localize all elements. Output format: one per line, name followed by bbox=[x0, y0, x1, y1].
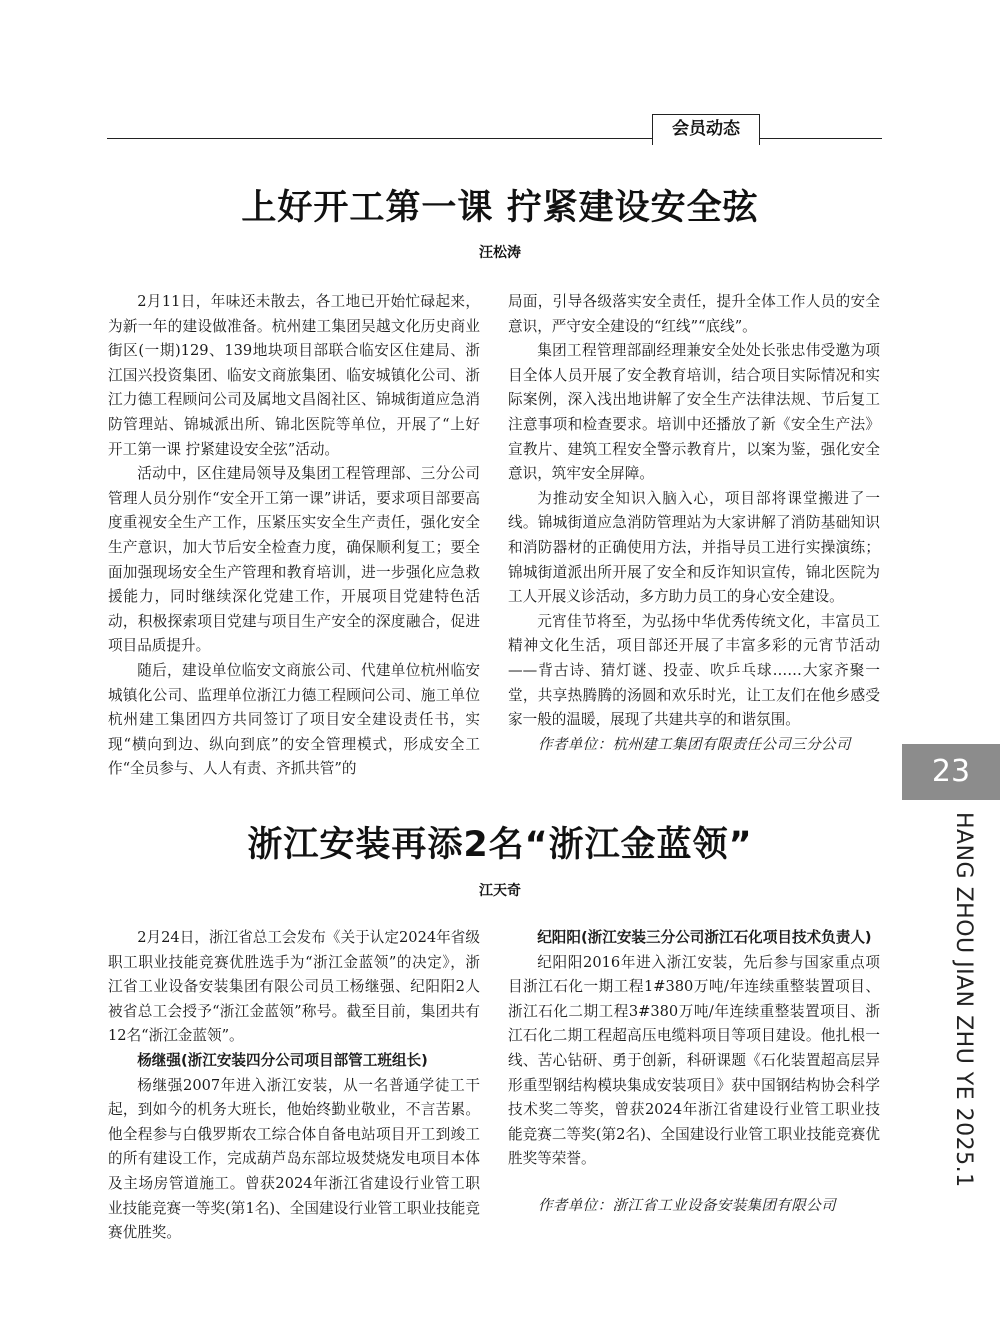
page-number: 23 bbox=[902, 744, 1000, 800]
article1-paragraph: 为推动安全知识入脑入心，项目部将课堂搬进了一线。锦城街道应急消防管理站为大家讲解了消防基础知识和消防器材的正确使用方法，并指导员工进行实操演练；锦城街道派出所开展了安全和反诈知识宣传，锦北医院为工人开展义诊活动，多方助力员工的身心安全建设。 bbox=[508, 489, 880, 606]
article1-left-column bbox=[108, 290, 480, 782]
person1-heading: 杨继强(浙江安装四分公司项目部管工班组长) bbox=[137, 1051, 428, 1069]
article2-right-column bbox=[508, 926, 880, 1219]
article1-paragraph: 集团工程管理部副经理兼安全处处长张忠伟受邀为项目全体人员开展了安全教育培训，结合项目实际情况和实际案例，深入浅出地讲解了安全生产法律法规、节后复工注意事项和检查要求。培训中还播放了新《安全生产法》宣教片、建筑工程安全警示教育片，以案为鉴，强化安全意识，筑牢安全屏障。 bbox=[508, 342, 880, 483]
article1-title: 上好开工第一课 拧紧建设安全弦 bbox=[241, 188, 759, 228]
article1-right-column bbox=[508, 290, 880, 757]
person2-text: 纪阳阳2016年进入浙江安装，先后参与国家重点项目浙江石化一期工程1#380万吨/年连续重整装置项目、浙江石化二期工程3#380万吨/年连续重整装置项目、浙江石化二期工程超高压电缆料项目等项目建设。他扎根一线、苦心钻研、勇于创新，科研课题《石化装置超高层异形重型钢结构模块集成安装项目》获中国钢结构协会科学技术奖二等奖，曾获2024年浙江省建设行业管工职业技能竞赛二等奖(第2名)、全国建设行业管工职业技能竞赛优胜奖等荣誉。 bbox=[508, 953, 880, 1168]
article1-paragraph: 随后，建设单位临安文商旅公司、代建单位杭州临安城镇化公司、监理单位浙江力德工程顾问公司、施工单位杭州建工集团四方共同签订了项目安全建设责任书，实现“横向到边、纵向到底”的安全管理模式，形成安全工作“全员参与、人人有责、齐抓共管”的 bbox=[108, 661, 480, 778]
article1-paragraph-continued: 局面，引导各级落实安全责任，提升全体工作人员的安全意识，严守安全建设的“红线”“底线”。 bbox=[508, 293, 880, 335]
article2-left-column bbox=[108, 926, 480, 1246]
article1-author: 汪松涛 bbox=[479, 245, 521, 261]
header-rule-right bbox=[757, 138, 882, 139]
article2-author: 江天奇 bbox=[479, 883, 521, 899]
article2-title: 浙江安装再添2名“浙江金蓝领” bbox=[247, 825, 753, 865]
person2-heading: 纪阳阳(浙江安装三分公司浙江石化项目技术负责人) bbox=[537, 929, 872, 946]
header-rule-left bbox=[107, 138, 653, 139]
person1-text: 杨继强2007年进入浙江安装，从一名普通学徒工干起，到如今的机务大班长，他始终勤业敬业，不言苦累。他全程参与白俄罗斯农工综合体自备电站项目开工到竣工的所有建设工作，完成葫芦岛东部垃圾焚烧发电项目本体及主场房管道施工。曾获2024年浙江省建设行业管工职业技能竞赛一等奖(第1名)、全国建设行业管工职业技能竞赛优胜奖。 bbox=[108, 1076, 480, 1242]
article1-signature: 作者单位：杭州建工集团有限责任公司三分公司 bbox=[538, 735, 851, 753]
article1-paragraph: 2月11日，年味还未散去，各工地已开始忙碌起来，为新一年的建设做准备。杭州建工集团吴越文化历史商业街区(一期)129、139地块项目部联合临安区住建局、浙江国兴投资集团、临安文商旅集团、临安城镇化公司、浙江力德工程顾问公司及属地文昌阁社区、锦城街道应急消防管理站、锦城派出所、锦北医院等单位，开展了“上好开工第一课 拧紧建设安全弦”活动。 bbox=[108, 293, 480, 458]
article2-signature: 作者单位：浙江省工业设备安装集团有限公司 bbox=[538, 1196, 836, 1214]
magazine-name: HANG ZHOU JIAN ZHU YE 2025.1 bbox=[951, 812, 976, 1188]
article1-paragraph: 活动中，区住建局领导及集团工程管理部、三分公司管理人员分别作“安全开工第一课”讲话，要求项目部要高度重视安全生产工作，压紧压实安全生产责任，强化安全生产意识，加大节后安全检查力度，确保顺利复工；要全面加强现场安全生产管理和教育培训，进一步强化应急救援能力，同时继续深化党建工作，开展项目党建特色活动，积极探索项目党建与项目生产安全的深度融合，促进项目品质提升。 bbox=[108, 465, 480, 655]
article1-paragraph: 元宵佳节将至，为弘扬中华优秀传统文化，丰富员工精神文化生活，项目部还开展了丰富多彩的元宵节活动——背古诗、猜灯谜、投壶、吹乒乓球……大家齐聚一堂，共享热腾腾的汤圆和欢乐时光，让工友们在他乡感受家一般的温暖，展现了共建共享的和谐氛围。 bbox=[508, 612, 880, 729]
article2-intro: 2月24日，浙江省总工会发布《关于认定2024年省级职工职业技能竞赛优胜选手为“浙江金蓝领”的决定》，浙江省工业设备安装集团有限公司员工杨继强、纪阳阳2人被省总工会授予“浙江金蓝领”称号。截至目前，集团共有12名“浙江金蓝领”。 bbox=[108, 929, 480, 1045]
section-label: 会员动态 bbox=[652, 114, 760, 145]
